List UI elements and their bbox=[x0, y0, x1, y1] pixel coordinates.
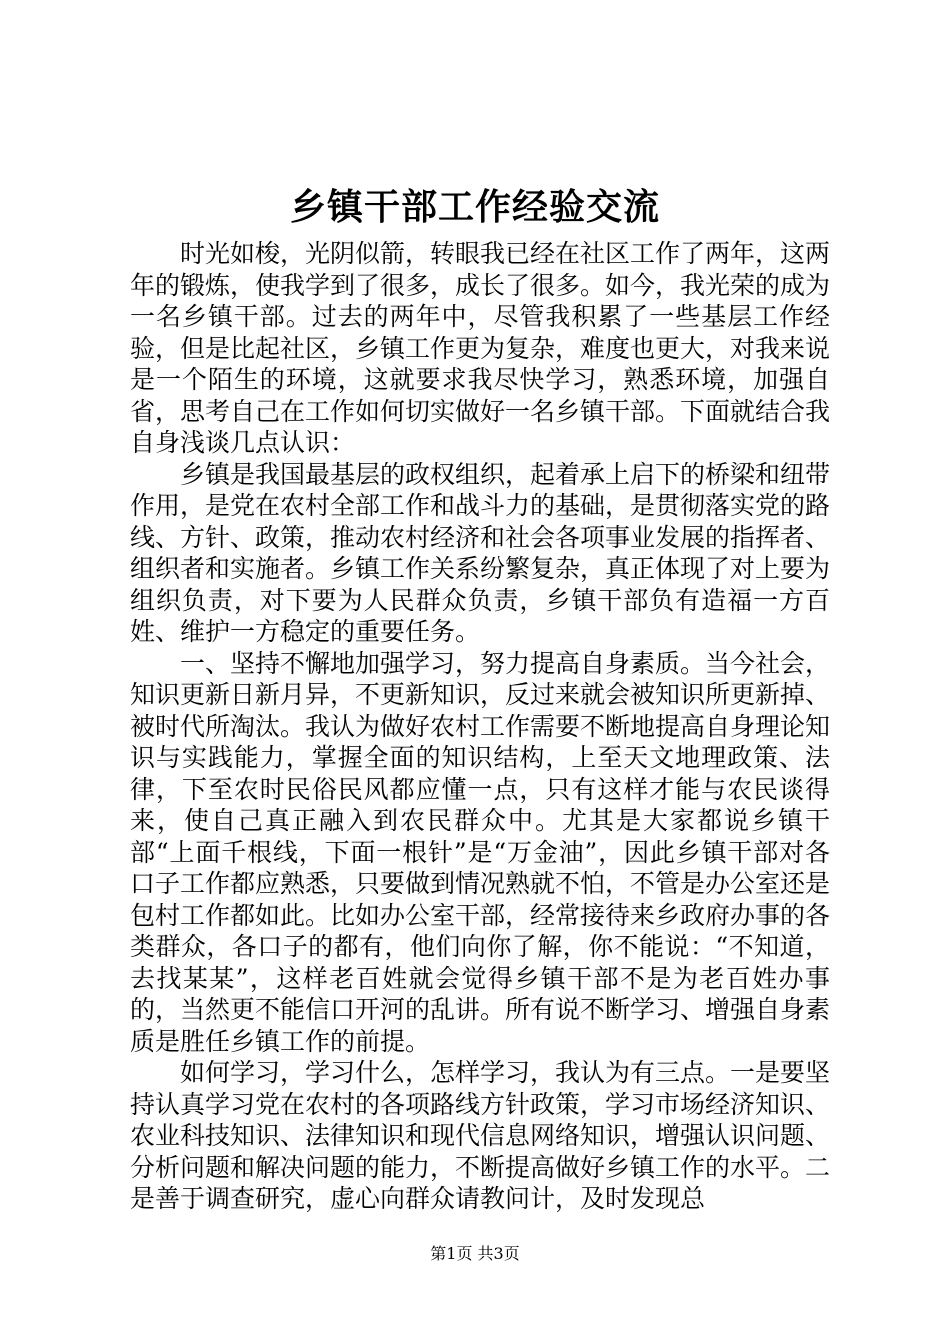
paragraph-how-to-learn: 如何学习，学习什么，怎样学习，我认为有三点。一是要坚持认真学习党在农村的各项路线方针政策，学习市场经济知识、农业科技知识、法律知识和现代信息网络知识，增强认识问题、分析问题和解决问题的能力，不断提高做好乡镇工作的水平。二是善于调查研究，虚心向群众请教问计，及时发现总 bbox=[130, 1058, 831, 1213]
paragraph-intro: 时光如梭，光阴似箭，转眼我已经在社区工作了两年，这两年的锻炼，使我学到了很多，成长了很多。如今，我光荣的成为一名乡镇干部。过去的两年中，尽管我积累了一些基层工作经验，但是比起社区，乡镇工作更为复杂，难度也更大，对我来说是一个陌生的环境，这就要求我尽快学习，熟悉环境，加强自省，思考自己在工作如何切实做好一名乡镇干部。下面就结合我自身浅谈几点认识： bbox=[130, 239, 831, 457]
paragraph-point-one: 一、坚持不懈地加强学习，努力提高自身素质。当今社会，知识更新日新月异，不更新知识，反过来就会被知识所更新掉、被时代所淘汰。我认为做好农村工作需要不断地提高自身理论知识与实践能力，掌握全面的知识结构，上至天文地理政策、法律，下至农时民俗民风都应懂一点，只有这样才能与农民谈得来，使自己真正融入到农民群众中。尤其是大家都说乡镇干部“上面千根线，下面一根针”是“万金油”，因此乡镇干部对各口子工作都应熟悉，只要做到情况熟就不怕，不管是办公室还是包村工作都如此。比如办公室干部，经常接待来乡政府办事的各类群众，各口子的都有，他们向你了解，你不能说：“不知道，去找某某”，这样老百姓就会觉得乡镇干部不是为老百姓办事的，当然更不能信口开河的乱讲。所有说不断学习、增强自身素质是胜任乡镇工作的前提。 bbox=[130, 648, 831, 1056]
paragraph-township-role: 乡镇是我国最基层的政权组织，起着承上启下的桥梁和纽带作用，是党在农村全部工作和战斗力的基础，是贯彻落实党的路线、方针、政策，推动农村经济和社会各项事业发展的指挥者、组织者和实施者。乡镇工作关系纷繁复杂，真正体现了对上要为组织负责，对下要为人民群众负责，乡镇干部负有造福一方百姓、维护一方稳定的重要任务。 bbox=[130, 459, 831, 646]
document-body bbox=[130, 238, 830, 1215]
document-title: 乡镇干部工作经验交流 bbox=[289, 186, 660, 228]
page-footer: 第1页 共3页 bbox=[430, 1244, 520, 1263]
